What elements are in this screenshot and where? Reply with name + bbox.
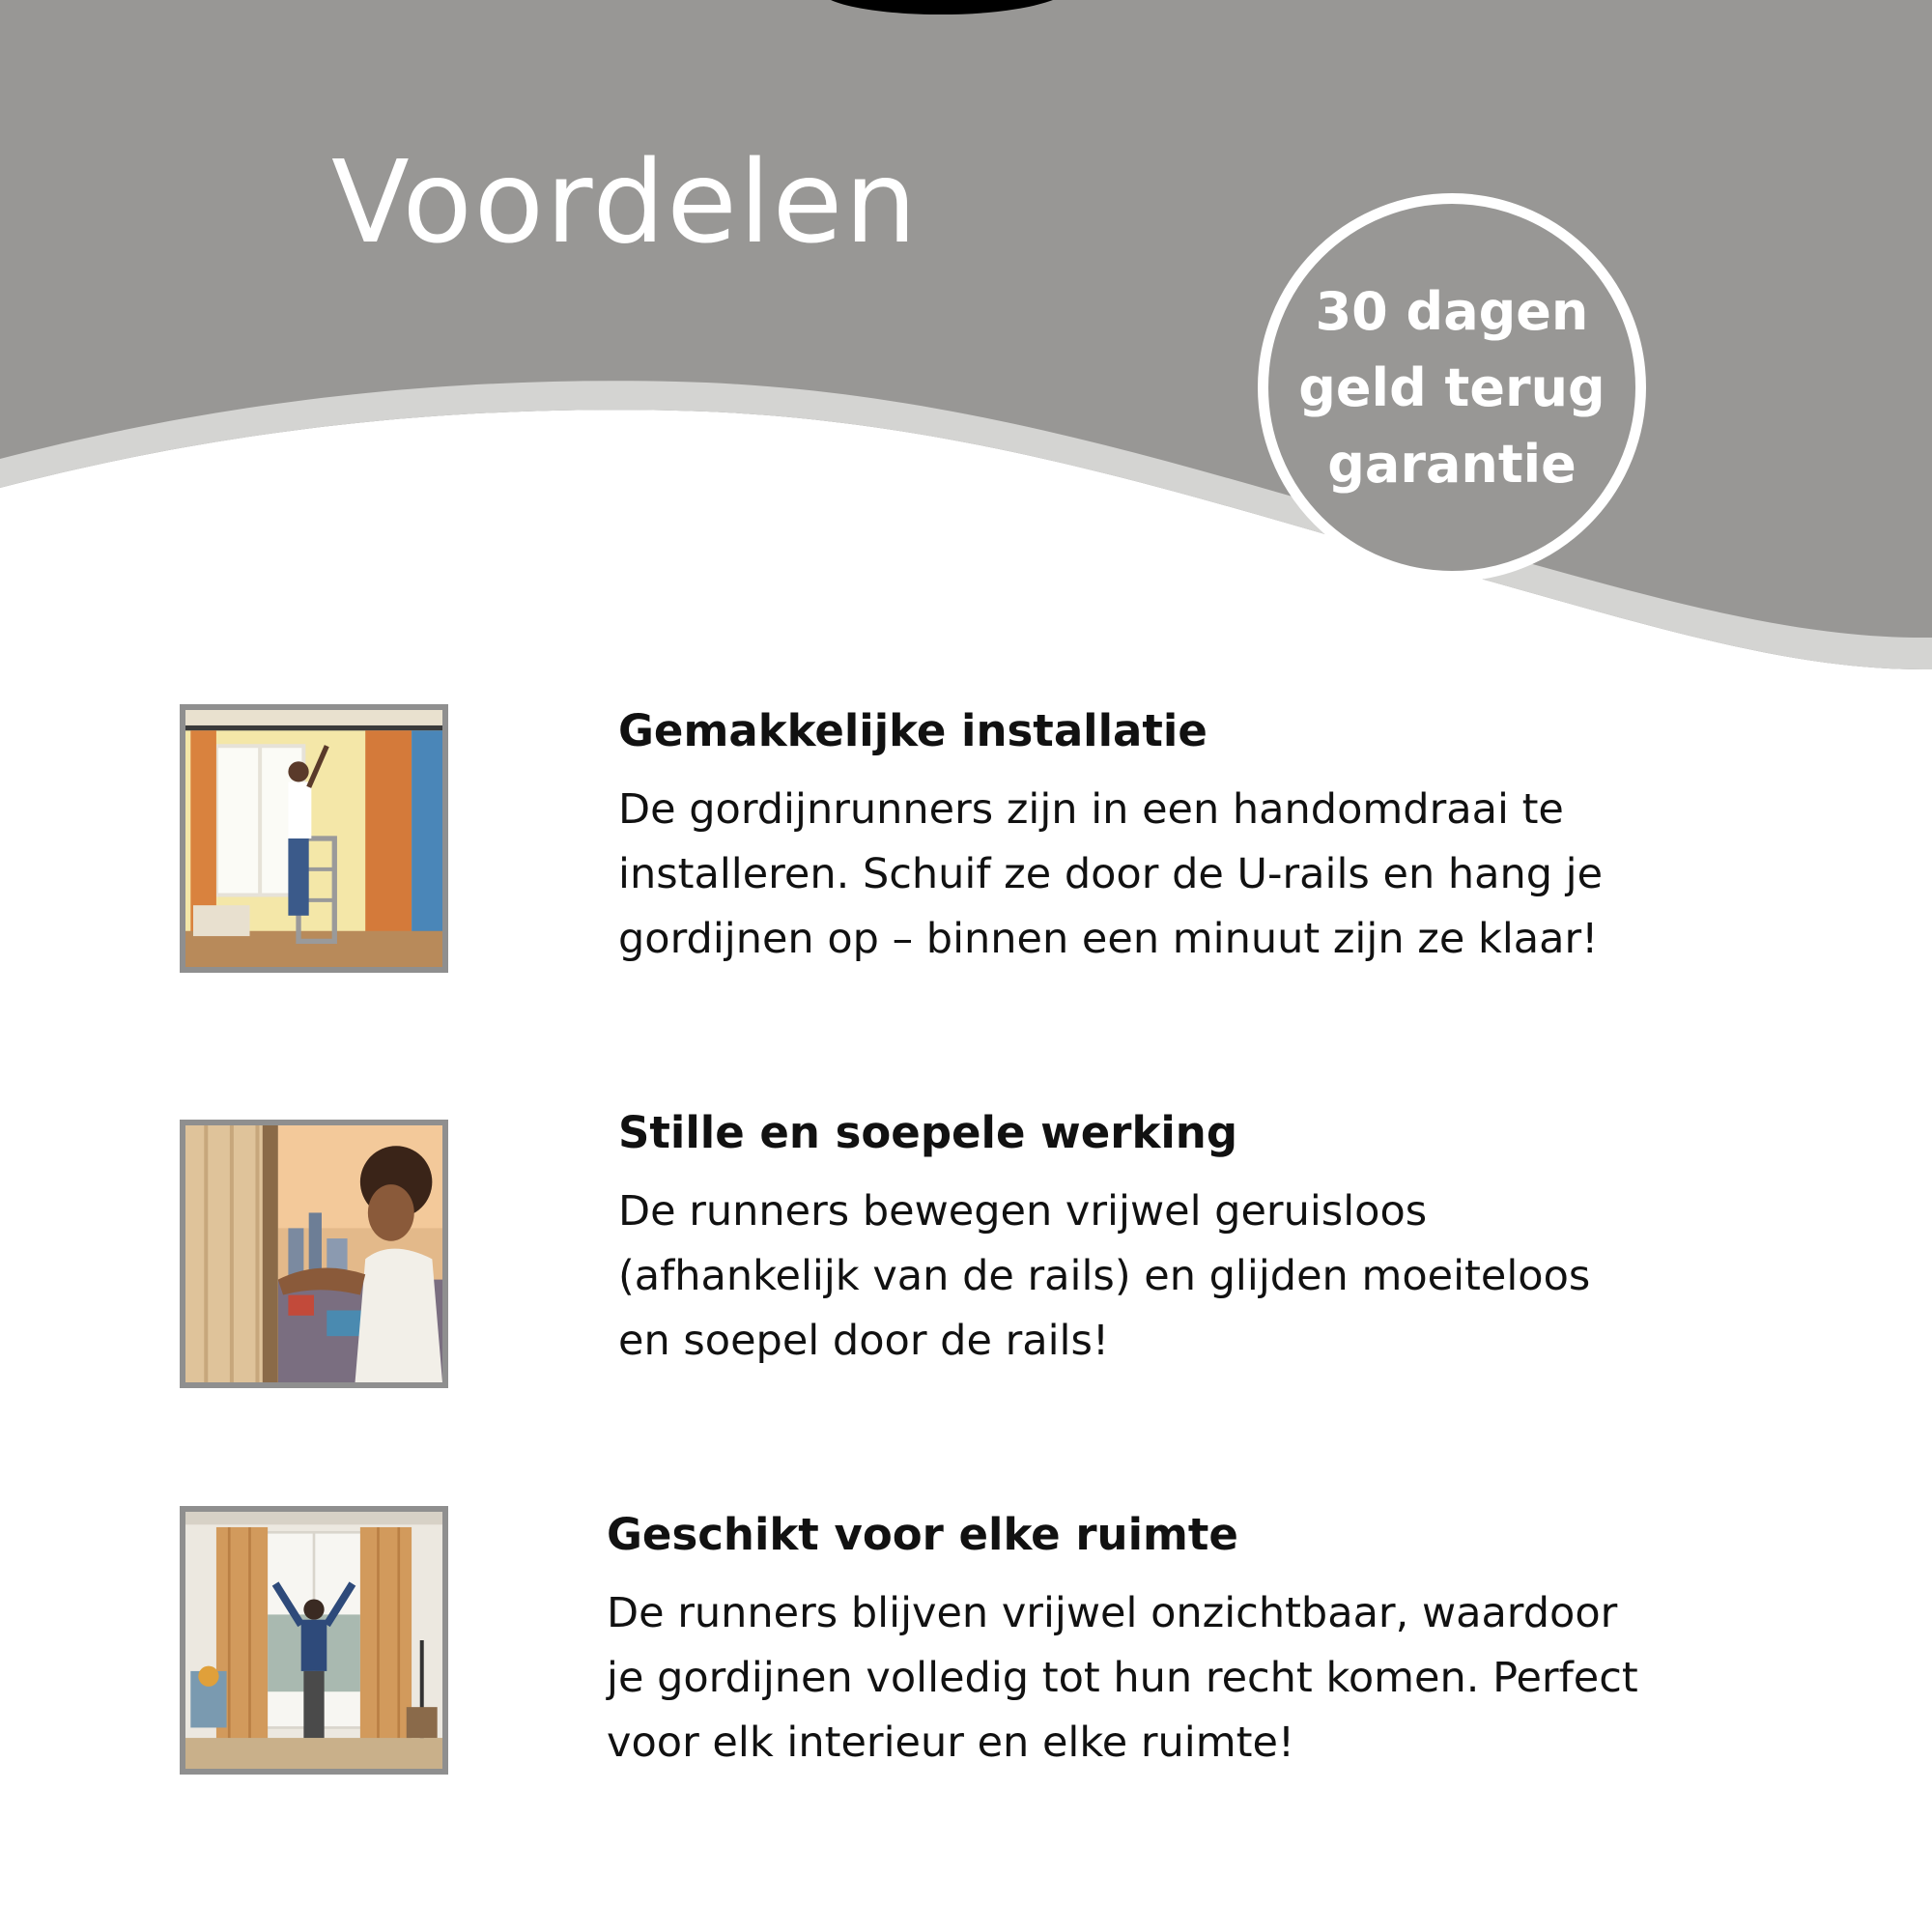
installation-photo [180, 704, 448, 973]
description-line: je gordijnen volledig tot hun recht komen. Perfect [607, 1654, 1638, 1702]
badge-line-2: geld terug [1298, 356, 1605, 418]
feature-description [618, 778, 1710, 972]
guarantee-badge [1258, 193, 1646, 582]
description-line: voor elk interieur en elke ruimte! [607, 1719, 1295, 1767]
every-room-photo [180, 1506, 448, 1775]
badge-line-1: 30 dagen [1315, 280, 1589, 342]
feature-description [607, 1581, 1698, 1776]
description-line: en soepel door de rails! [618, 1317, 1110, 1365]
page-title: Voordelen [331, 135, 920, 269]
description-line: De gordijnrunners zijn in een handomdraai te [618, 785, 1564, 834]
description-line: De runners blijven vrijwel onzichtbaar, waardoor [607, 1589, 1618, 1637]
feature-title: Geschikt voor elke ruimte [607, 1509, 1238, 1560]
feature-title: Gemakkelijke installatie [618, 705, 1208, 756]
feature-title: Stille en soepele werking [618, 1107, 1238, 1158]
silent-operation-photo [180, 1120, 448, 1388]
header-background [0, 0, 1932, 696]
description-line: gordijnen op – binnen een minuut zijn ze klaar! [618, 915, 1599, 963]
description-line: De runners bewegen vrijwel geruisloos [618, 1187, 1428, 1236]
badge-line-3: garantie [1327, 433, 1577, 495]
description-line: installeren. Schuif ze door de U-rails en hang je [618, 850, 1604, 898]
feature-description [618, 1179, 1710, 1374]
description-line: (afhankelijk van de rails) en glijden moeiteloos [618, 1252, 1591, 1300]
